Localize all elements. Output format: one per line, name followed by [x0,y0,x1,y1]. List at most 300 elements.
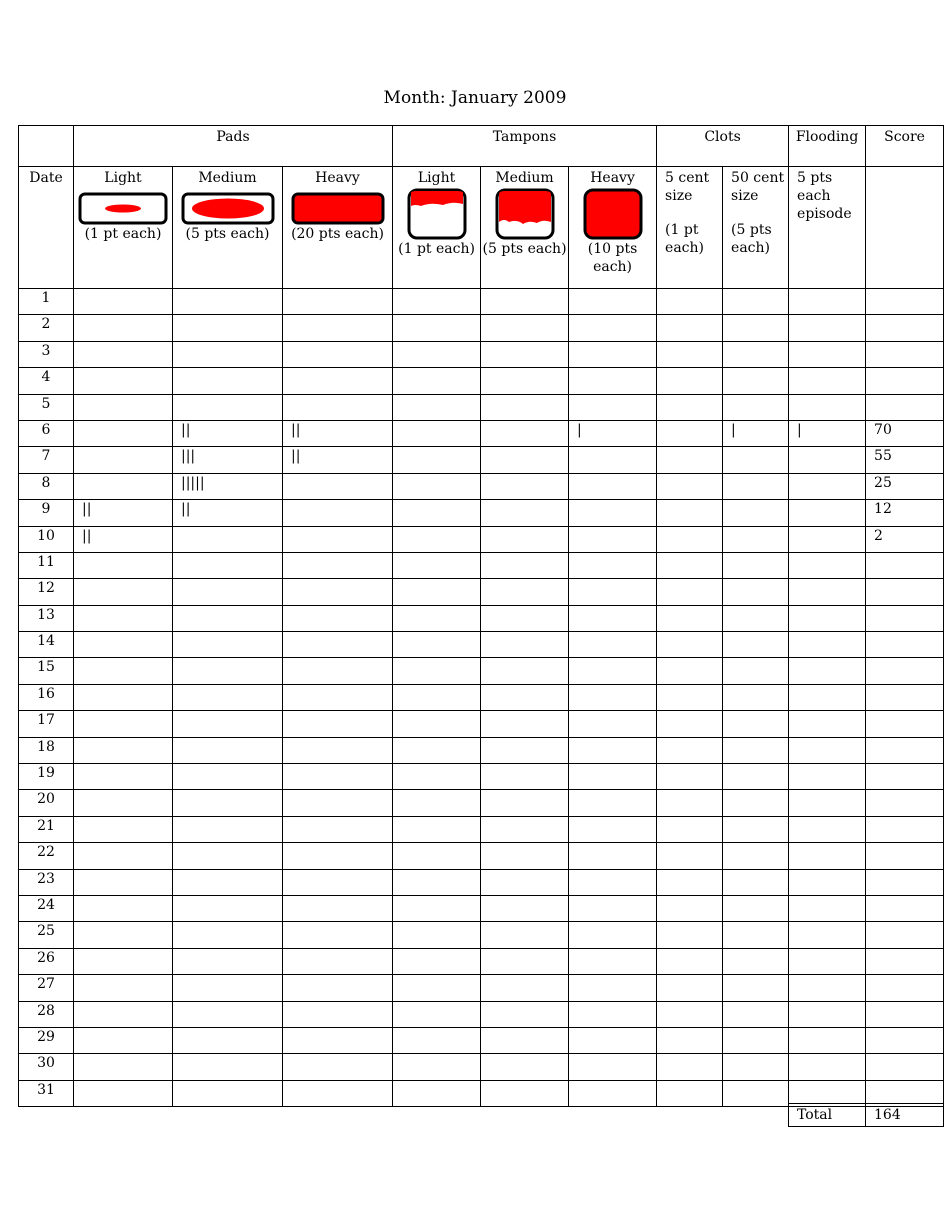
tampon-heavy-cell [569,764,657,790]
tampon-light-cell [393,368,481,394]
clot-small-cell [657,420,723,446]
table-row [19,975,944,1001]
pad-heavy-cell [283,315,393,341]
date-cell: 18 [19,737,74,763]
flooding-cell [789,394,866,420]
table-row [19,552,944,578]
pad-heavy-cell [283,579,393,605]
pad-medium-cell: || [173,500,283,526]
tampon-heavy-label: Heavy [590,170,635,186]
date-cell: 9 [19,500,74,526]
pad-light-cell [74,1027,173,1053]
flooding-cell [789,447,866,473]
table-row [19,948,944,974]
clot-small-cell [657,579,723,605]
date-cell: 5 [19,394,74,420]
tampon-medium-cell [481,552,569,578]
clot-large-cell [723,658,789,684]
tampon-light-cell [393,948,481,974]
pad-heavy-points: (20 pts each) [291,226,384,242]
table-row [19,711,944,737]
tampon-light-cell [393,315,481,341]
tampon-light-cell [393,1027,481,1053]
tampon-medium-cell [481,1054,569,1080]
flooding-cell [789,948,866,974]
tampon-medium-cell [481,764,569,790]
tampon-medium-points: (5 pts each) [482,241,567,257]
score-cell [866,394,944,420]
total-table [788,1103,944,1127]
pad-light-cell [74,790,173,816]
tampon-heavy-cell [569,552,657,578]
tampon-light-cell [393,526,481,552]
clot-large-cell [723,473,789,499]
clot-large-cell [723,1027,789,1053]
date-cell: 27 [19,975,74,1001]
table-row [19,658,944,684]
score-cell [866,341,944,367]
clot-small-cell [657,289,723,315]
table-row [19,895,944,921]
tampon-light-cell [393,790,481,816]
pad-medium-cell [173,948,283,974]
pad-heavy-cell [283,1080,393,1106]
pad-medium-cell [173,579,283,605]
tampon-heavy-cell [569,1001,657,1027]
clot-large-cell [723,341,789,367]
tampon-light-cell [393,632,481,658]
pad-heavy-cell [283,341,393,367]
pad-light-cell [74,869,173,895]
tampon-light-cell [393,420,481,446]
clot-small-cell [657,1054,723,1080]
pad-heavy-cell [283,1027,393,1053]
table-row [19,341,944,367]
date-cell: 11 [19,552,74,578]
table-row [19,420,944,446]
tampon-medium-header [481,167,569,289]
flooding-cell [789,764,866,790]
pad-medium-cell [173,790,283,816]
bleeding-chart-table [18,125,944,1107]
table-row [19,869,944,895]
table-row [19,605,944,631]
pad-light-cell: || [74,500,173,526]
clot-large-cell [723,605,789,631]
pad-medium-cell [173,368,283,394]
clot-small-cell [657,394,723,420]
pad-medium-cell [173,1054,283,1080]
tampon-heavy-cell [569,289,657,315]
clot-small-cell [657,764,723,790]
total-row [789,1104,944,1127]
tampon-heavy-cell [569,684,657,710]
tampon-light-cell [393,764,481,790]
clot-large-cell [723,552,789,578]
clot-small-points: (1 pt each) [665,222,704,256]
clot-large-cell [723,632,789,658]
total-label: Total [789,1104,866,1127]
flooding-header [789,167,866,289]
tampon-light-cell [393,341,481,367]
light-tampon-icon [407,188,467,240]
clot-large-cell [723,948,789,974]
pad-heavy-cell [283,922,393,948]
pad-medium-cell [173,816,283,842]
tampon-light-cell [393,843,481,869]
score-cell [866,922,944,948]
pad-medium-cell [173,394,283,420]
clot-small-cell [657,922,723,948]
clot-small-cell [657,1001,723,1027]
table-row [19,315,944,341]
pad-heavy-cell [283,473,393,499]
tampon-medium-cell [481,526,569,552]
pad-heavy-cell [283,500,393,526]
clot-small-cell [657,473,723,499]
tampon-heavy-cell [569,394,657,420]
flooding-cell [789,605,866,631]
pad-medium-cell [173,1001,283,1027]
clot-large-cell [723,447,789,473]
score-cell [866,790,944,816]
pad-light-cell [74,895,173,921]
pad-medium-cell: ||||| [173,473,283,499]
tampon-medium-cell [481,922,569,948]
date-cell: 4 [19,368,74,394]
pad-heavy-label: Heavy [315,170,360,186]
clot-large-cell [723,1080,789,1106]
date-header: Date [19,167,74,289]
tampon-light-cell [393,394,481,420]
pad-light-cell [74,922,173,948]
table-row [19,764,944,790]
pad-light-cell [74,368,173,394]
tampon-medium-cell [481,1027,569,1053]
score-cell [866,1027,944,1053]
pad-light-cell [74,658,173,684]
pad-heavy-cell [283,869,393,895]
tampon-medium-cell [481,684,569,710]
pad-light-header [74,167,173,289]
score-cell [866,552,944,578]
pad-light-cell [74,1080,173,1106]
pad-medium-cell [173,869,283,895]
clot-large-cell [723,289,789,315]
pad-light-label: Light [104,170,142,186]
tampon-heavy-cell [569,526,657,552]
flooding-cell [789,368,866,394]
tampon-heavy-points: (10 pts each) [587,241,638,275]
tampon-heavy-cell [569,579,657,605]
clot-small-cell [657,711,723,737]
flooding-cell [789,869,866,895]
pad-heavy-cell: || [283,420,393,446]
score-cell [866,711,944,737]
score-cell [866,658,944,684]
pad-medium-points: (5 pts each) [185,226,270,242]
tampon-light-cell [393,684,481,710]
clot-small-cell [657,790,723,816]
clot-small-cell [657,1027,723,1053]
clot-small-cell [657,816,723,842]
pad-heavy-cell [283,289,393,315]
clot-large-cell [723,526,789,552]
pad-medium-cell [173,895,283,921]
table-row [19,816,944,842]
clot-large-cell [723,895,789,921]
pad-medium-cell: ||| [173,447,283,473]
score-header-blank [866,167,944,289]
tampon-light-label: Light [417,170,456,186]
date-cell: 25 [19,922,74,948]
score-cell: 12 [866,500,944,526]
tampon-medium-cell [481,1001,569,1027]
tampon-heavy-cell [569,605,657,631]
flooding-cell [789,341,866,367]
date-cell: 8 [19,473,74,499]
heavy-pad-icon [291,192,385,225]
score-cell [866,632,944,658]
flooding-cell [789,579,866,605]
pad-heavy-cell [283,948,393,974]
clot-large-label: 50 cent size [731,170,785,204]
score-cell: 2 [866,526,944,552]
flooding-cell [789,658,866,684]
pad-light-cell: || [74,526,173,552]
flooding-label: 5 pts each episode [797,170,852,222]
tampon-heavy-cell [569,790,657,816]
clot-large-cell [723,790,789,816]
clot-large-cell [723,711,789,737]
clot-small-cell [657,895,723,921]
pad-medium-cell [173,341,283,367]
pad-light-cell [74,579,173,605]
pad-heavy-cell [283,368,393,394]
tampon-medium-cell [481,420,569,446]
clot-small-cell [657,315,723,341]
pad-medium-cell [173,552,283,578]
date-cell: 19 [19,764,74,790]
light-pad-icon [78,192,168,225]
clot-large-cell [723,1054,789,1080]
clot-small-cell [657,605,723,631]
tampon-heavy-cell [569,658,657,684]
score-cell [866,1054,944,1080]
flooding-cell [789,1027,866,1053]
pad-medium-label: Medium [198,170,257,186]
tampon-heavy-cell [569,1054,657,1080]
score-cell [866,764,944,790]
clot-small-cell [657,658,723,684]
tampons-group-header: Tampons [393,126,657,167]
pad-light-cell [74,473,173,499]
clot-large-cell [723,579,789,605]
tampon-medium-cell [481,737,569,763]
pad-heavy-cell [283,632,393,658]
score-cell [866,315,944,341]
date-cell: 28 [19,1001,74,1027]
table-row [19,922,944,948]
tampon-light-cell [393,605,481,631]
tampon-medium-cell [481,500,569,526]
table-row [19,1054,944,1080]
empty-corner-cell [19,126,74,167]
table-row [19,526,944,552]
score-cell [866,869,944,895]
tampon-light-cell [393,473,481,499]
flooding-cell [789,711,866,737]
pad-heavy-cell: || [283,447,393,473]
clot-small-cell [657,737,723,763]
tampon-medium-cell [481,341,569,367]
pad-heavy-cell [283,684,393,710]
pad-light-cell [74,711,173,737]
clot-small-cell [657,552,723,578]
date-cell: 13 [19,605,74,631]
pad-light-cell [74,684,173,710]
clot-small-cell [657,368,723,394]
pad-light-cell [74,341,173,367]
pad-heavy-cell [283,1001,393,1027]
pad-light-cell [74,315,173,341]
clot-large-points: (5 pts each) [731,222,772,256]
table-row [19,684,944,710]
table-row [19,289,944,315]
flooding-cell [789,737,866,763]
flooding-cell [789,632,866,658]
score-cell [866,816,944,842]
tampon-light-points: (1 pt each) [398,241,475,257]
score-cell [866,605,944,631]
date-cell: 29 [19,1027,74,1053]
tampon-heavy-cell [569,843,657,869]
clot-large-cell [723,394,789,420]
heavy-tampon-icon [583,188,643,240]
tampon-medium-cell [481,315,569,341]
score-cell [866,289,944,315]
flooding-cell [789,526,866,552]
tampon-light-cell [393,975,481,1001]
flooding-cell [789,500,866,526]
score-cell [866,1001,944,1027]
tampon-heavy-cell [569,368,657,394]
date-cell: 30 [19,1054,74,1080]
flooding-group-header: Flooding [789,126,866,167]
date-cell: 14 [19,632,74,658]
pad-medium-cell [173,315,283,341]
tampon-medium-cell [481,394,569,420]
clot-large-cell [723,1001,789,1027]
group-header-row [19,126,944,167]
clot-large-cell [723,922,789,948]
pad-medium-cell [173,1080,283,1106]
tampon-light-cell [393,816,481,842]
pad-heavy-cell [283,764,393,790]
score-cell [866,684,944,710]
clot-large-cell [723,816,789,842]
flooding-cell [789,684,866,710]
date-cell: 26 [19,948,74,974]
tampon-medium-cell [481,843,569,869]
tampon-heavy-cell [569,500,657,526]
flooding-cell [789,922,866,948]
tampon-medium-cell [481,948,569,974]
clot-large-cell [723,764,789,790]
pad-heavy-cell [283,895,393,921]
clot-large-cell: | [723,420,789,446]
tampon-light-cell [393,922,481,948]
table-row [19,368,944,394]
flooding-cell: | [789,420,866,446]
tampon-light-cell [393,552,481,578]
pad-heavy-cell [283,816,393,842]
score-group-header: Score [866,126,944,167]
tampon-medium-cell [481,869,569,895]
flooding-cell [789,816,866,842]
pad-heavy-cell [283,790,393,816]
pad-heavy-cell [283,605,393,631]
tampon-light-cell [393,711,481,737]
pad-light-cell [74,737,173,763]
date-cell: 17 [19,711,74,737]
tampon-heavy-cell [569,632,657,658]
pad-heavy-cell [283,737,393,763]
tampon-heavy-cell [569,975,657,1001]
pad-medium-cell [173,1027,283,1053]
pad-light-cell [74,605,173,631]
pad-light-cell [74,1054,173,1080]
clot-large-cell [723,368,789,394]
page-title: Month: January 2009 [383,88,567,108]
table-row [19,737,944,763]
date-cell: 12 [19,579,74,605]
tampon-heavy-cell [569,816,657,842]
tampon-heavy-cell [569,895,657,921]
date-cell: 15 [19,658,74,684]
date-cell: 2 [19,315,74,341]
tampon-light-header [393,167,481,289]
table-row [19,473,944,499]
tampon-medium-cell [481,579,569,605]
medium-tampon-icon [495,188,555,240]
pad-light-cell [74,289,173,315]
tampon-medium-cell [481,289,569,315]
date-cell: 22 [19,843,74,869]
score-cell [866,368,944,394]
pad-light-cell [74,948,173,974]
date-cell: 3 [19,341,74,367]
tampon-heavy-cell [569,711,657,737]
pad-medium-cell [173,526,283,552]
table-row [19,500,944,526]
clot-small-cell [657,632,723,658]
pad-heavy-cell [283,526,393,552]
clot-small-cell [657,948,723,974]
tampon-medium-cell [481,711,569,737]
table-row [19,790,944,816]
pad-medium-cell [173,975,283,1001]
pad-heavy-cell [283,658,393,684]
pad-heavy-cell [283,711,393,737]
pad-medium-cell [173,632,283,658]
date-cell: 24 [19,895,74,921]
pad-medium-cell [173,922,283,948]
date-cell: 10 [19,526,74,552]
tampon-medium-cell [481,368,569,394]
tampon-heavy-cell [569,922,657,948]
clots-group-header: Clots [657,126,789,167]
